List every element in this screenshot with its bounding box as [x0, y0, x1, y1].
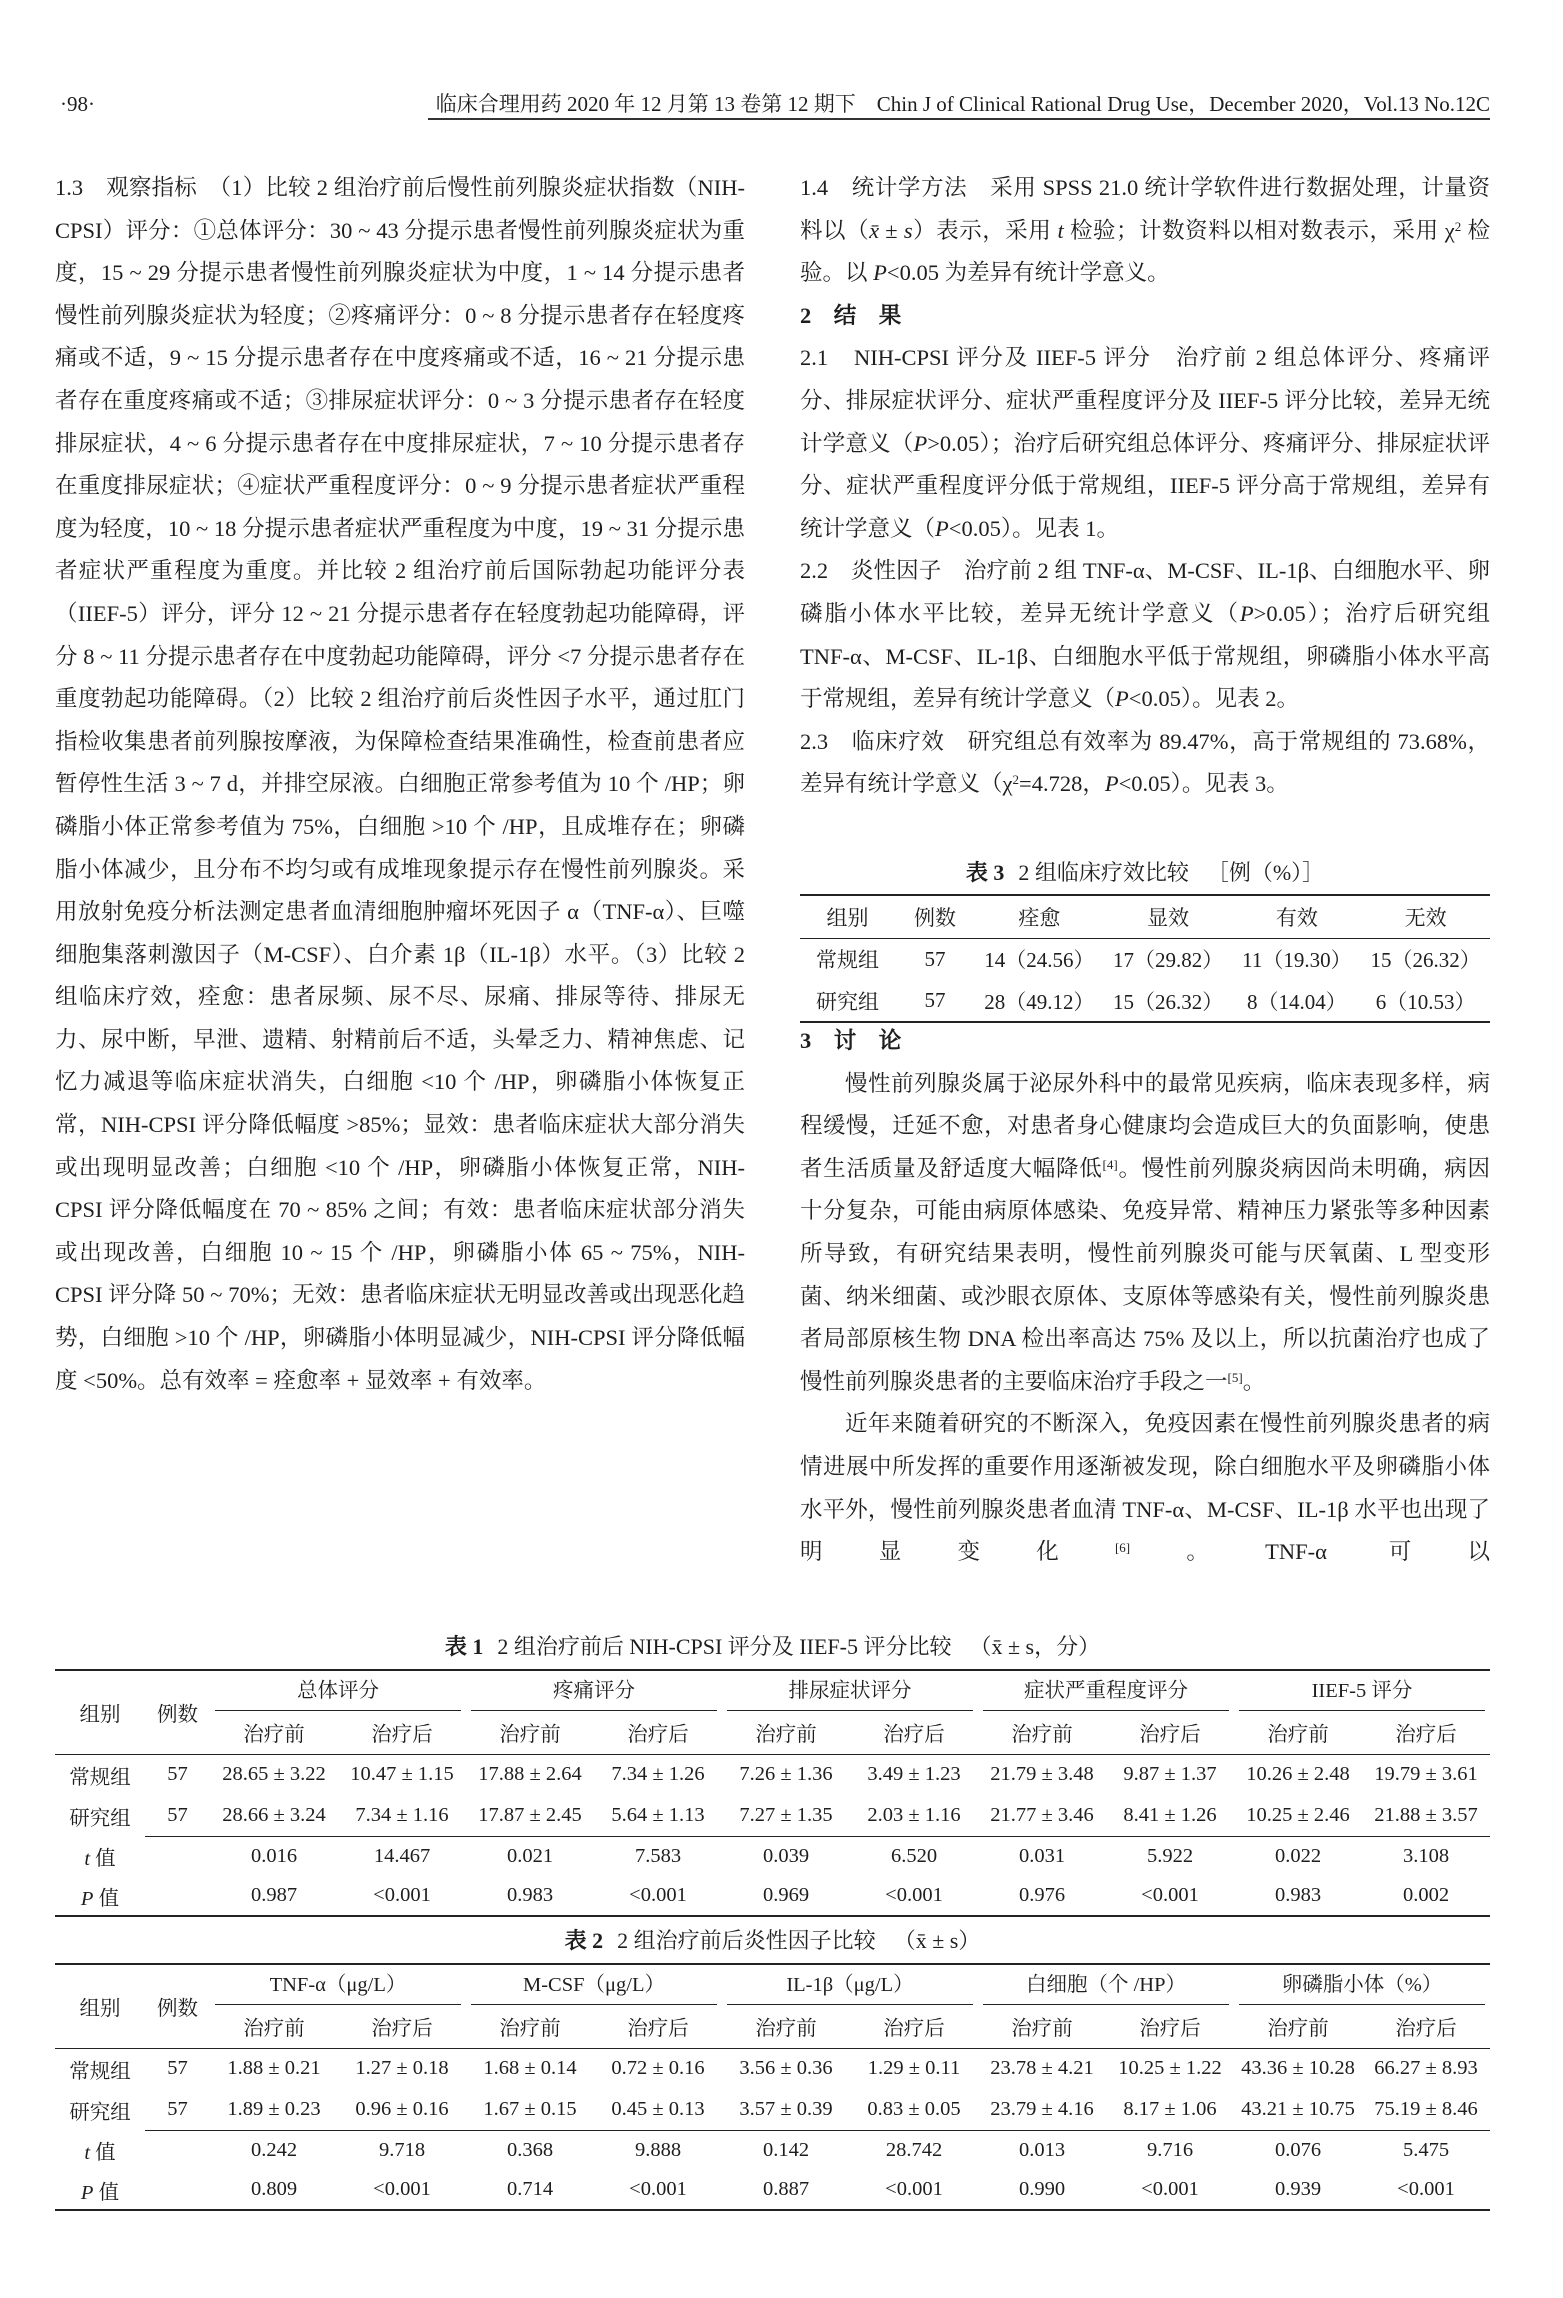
header-before: 治疗前	[978, 1711, 1106, 1754]
table-row	[55, 1754, 1490, 1795]
cell-value: 3.56 ± 0.36	[739, 2057, 833, 2080]
stat-value: 0.987	[210, 1876, 338, 1916]
stat-value: 9.718	[338, 2130, 466, 2170]
metric-label: 排尿症状评分	[727, 1672, 973, 1711]
header-count: 例数	[145, 1670, 210, 1754]
column-header: 痊愈	[975, 895, 1104, 938]
cell-value: 43.21 ± 10.75	[1241, 2097, 1355, 2120]
text-segment: P	[1115, 686, 1129, 712]
cell-value: 0.83 ± 0.05	[867, 2097, 961, 2120]
stat-label	[55, 1836, 145, 1876]
stat-value: 9.716	[1106, 2130, 1234, 2170]
cell-value: 3.57 ± 0.39	[739, 2097, 833, 2120]
text-segment: ±	[879, 217, 904, 243]
stat-value: <0.001	[338, 2170, 466, 2210]
table-row	[800, 980, 1490, 1022]
row-count: 57	[895, 980, 975, 1022]
header-metric	[722, 1964, 978, 2005]
header-metric	[210, 1964, 466, 2005]
stat-row	[55, 1836, 1490, 1876]
cell-value: 8.41 ± 1.26	[1123, 1803, 1217, 1826]
row-group: 研究组	[69, 2101, 131, 2124]
page-number: ·98·	[60, 92, 95, 116]
text-segment: P	[935, 515, 949, 541]
stat-row	[55, 2170, 1490, 2210]
header-before: 治疗前	[722, 2005, 850, 2048]
cell-value: 10.25 ± 1.22	[1118, 2057, 1222, 2080]
cell-value: 1.88 ± 0.21	[227, 2057, 321, 2080]
metric-label: 总体评分	[215, 1672, 461, 1711]
empty-cell	[145, 2170, 210, 2210]
header-after: 治疗后	[850, 2005, 978, 2048]
stat-value: 14.467	[338, 1836, 466, 1876]
cell-value: 21.77 ± 3.46	[990, 1803, 1094, 1826]
cell-value: 17.88 ± 2.64	[478, 1763, 582, 1786]
cell-value: 2.03 ± 1.16	[867, 1803, 961, 1826]
cell-value: 28.66 ± 3.24	[222, 1803, 326, 1826]
row-count: 57	[167, 2057, 188, 2080]
stat-row	[55, 1876, 1490, 1916]
text-segment: 检验。以	[800, 217, 1490, 286]
table3-caption	[800, 858, 1490, 888]
text-segment: 2.3 临床疗效 研究组总有效率为 89.47%，高于常规组的 73.68%，差异有统计学意义（χ	[800, 728, 1490, 797]
cell-value: 19.79 ± 3.61	[1374, 1763, 1478, 1786]
cell-value: 43.36 ± 10.28	[1241, 2057, 1355, 2080]
column-header: 例数	[895, 895, 975, 938]
row-group: 常规组	[69, 2060, 131, 2083]
stat-value: 0.242	[210, 2130, 338, 2170]
table-row	[800, 938, 1490, 980]
stat-value: 0.809	[210, 2170, 338, 2210]
column-header: 组别	[800, 895, 895, 938]
header-after: 治疗后	[1362, 2005, 1490, 2048]
cell-value: 17.87 ± 2.45	[478, 1803, 582, 1826]
stat-value: 0.983	[466, 1876, 594, 1916]
table1-unit: （x̄ ± s，分）	[969, 1634, 1101, 1659]
row-group: 研究组	[69, 1807, 131, 1830]
header-after: 治疗后	[850, 1711, 978, 1754]
text-segment: x̄	[869, 217, 880, 243]
cell-value: 17（29.82）	[1113, 948, 1224, 973]
table1-number: 表 1	[444, 1634, 484, 1659]
stat-label	[55, 2170, 145, 2210]
stat-value: <0.001	[1106, 2170, 1234, 2210]
row-group: 研究组	[800, 980, 895, 1022]
cell-value: 1.67 ± 0.15	[483, 2097, 577, 2120]
table3-unit: ［例（%）］	[1206, 860, 1325, 885]
text-segment: <0.05）。见表 3。	[1118, 771, 1289, 797]
stat-value: 0.368	[466, 2130, 594, 2170]
cell-value: 1.29 ± 0.11	[867, 2057, 961, 2080]
header-metric	[466, 1670, 722, 1711]
cell-value: 15（26.32）	[1370, 948, 1481, 973]
cell-value: 66.27 ± 8.93	[1374, 2057, 1478, 2080]
text-segment: <0.05 为差异有统计学意义。	[886, 260, 1170, 286]
stat-value: 0.022	[1234, 1836, 1362, 1876]
header-before: 治疗前	[1234, 2005, 1362, 2048]
cell-value: 0.96 ± 0.16	[355, 2097, 449, 2120]
stat-value: 5.475	[1362, 2130, 1490, 2170]
discussion-paragraph-1	[800, 1063, 1490, 1404]
stat-value: 0.939	[1234, 2170, 1362, 2210]
stat-value: <0.001	[850, 1876, 978, 1916]
stat-value: 0.887	[722, 2170, 850, 2210]
metric-label: M-CSF（μg/L）	[471, 1966, 717, 2005]
table1-title: 2 组治疗前后 NIH-CPSI 评分及 IIEF-5 评分比较	[497, 1634, 952, 1659]
header-group: 组别	[55, 1670, 145, 1754]
metric-label: 卵磷脂小体（%）	[1239, 1966, 1485, 2005]
stat-value: 6.520	[850, 1836, 978, 1876]
row-count: 57	[167, 1763, 188, 1786]
stat-value: <0.001	[594, 2170, 722, 2210]
stat-symbol: t	[84, 1848, 91, 1870]
stat-value: <0.001	[1362, 2170, 1490, 2210]
superscript: [4]	[1102, 1156, 1118, 1172]
text-segment: 慢性前列腺炎属于泌尿外科中的最常见疾病，临床表现多样，病程缓慢，迁延不愈，对患者身心健康均会造成巨大的负面影响，使患者生活质量及舒适度大幅降低	[800, 1070, 1490, 1181]
text-segment: >0.05）；治疗后研究组 TNF-α、M-CSF、IL-1β、白细胞水平低于常规组，卵磷脂小体水平高于常规组，差异有统计学意义（	[800, 600, 1490, 712]
cell-value: 7.26 ± 1.36	[739, 1763, 833, 1786]
discussion-heading: 3 讨 论	[800, 1028, 902, 1053]
section-1-4-paragraph	[800, 167, 1490, 295]
table2-unit: （x̄ ± s）	[893, 1928, 981, 1953]
cell-value: 7.34 ± 1.16	[355, 1803, 449, 1826]
header-before: 治疗前	[210, 2005, 338, 2048]
stat-symbol: P	[80, 1887, 94, 1910]
cell-value: 11（19.30）	[1242, 948, 1352, 973]
row-group: 常规组	[69, 1766, 131, 1789]
stat-value: 28.742	[850, 2130, 978, 2170]
header-rule	[428, 118, 1490, 120]
stat-value: <0.001	[850, 2170, 978, 2210]
cell-value: 1.89 ± 0.23	[227, 2097, 321, 2120]
results-heading: 2 结 果	[800, 302, 902, 328]
metric-label: 白细胞（个 /HP）	[983, 1966, 1229, 2005]
stat-value: 0.976	[978, 1876, 1106, 1916]
header-after: 治疗后	[1362, 1711, 1490, 1754]
stat-symbol: t	[84, 2142, 91, 2164]
text-segment: <0.05）。见表 1。	[948, 515, 1119, 541]
superscript: 2	[1454, 218, 1462, 234]
stat-value: 0.983	[1234, 1876, 1362, 1916]
stat-value: 0.021	[466, 1836, 594, 1876]
cell-value: 21.88 ± 3.57	[1374, 1803, 1478, 1826]
table2-inflammatory-factors	[55, 1963, 1490, 2211]
row-count: 57	[167, 1803, 188, 1826]
header-metric	[1234, 1964, 1490, 2005]
header-metric	[466, 1964, 722, 2005]
header-before: 治疗前	[466, 1711, 594, 1754]
text-segment: 。TNF-α 可以	[1130, 1539, 1490, 1565]
stat-value: 7.583	[594, 1836, 722, 1876]
stat-value: 0.031	[978, 1836, 1106, 1876]
table3-number: 表 3	[965, 860, 1005, 885]
journal-header: 临床合理用药 2020 年 12 月第 13 卷第 12 期下 Chin J of Clinical Rational Drug Use，December 2020，Vol.13 No.12C	[435, 92, 1490, 116]
header-after: 治疗后	[1106, 1711, 1234, 1754]
text-segment: =4.728，	[1019, 771, 1105, 797]
table2-caption	[55, 1926, 1490, 1956]
stat-value: 0.969	[722, 1876, 850, 1916]
text-segment: s	[903, 217, 913, 243]
header-before: 治疗前	[722, 1711, 850, 1754]
stat-label	[55, 1876, 145, 1916]
row-group: 常规组	[816, 948, 879, 973]
cell-value: 10.25 ± 2.46	[1246, 1803, 1350, 1826]
cell-value: 1.68 ± 0.14	[483, 2057, 577, 2080]
cell-value: 10.26 ± 2.48	[1246, 1763, 1350, 1786]
cell-value: 14（24.56）	[984, 948, 1095, 973]
cell-value: 23.79 ± 4.16	[990, 2097, 1094, 2120]
stat-suffix: 值	[90, 1848, 116, 1870]
cell-value: 7.27 ± 1.35	[739, 1803, 833, 1826]
table1-caption	[55, 1632, 1490, 1662]
empty-cell	[145, 1836, 210, 1876]
stat-symbol: P	[80, 2181, 94, 2204]
section-1-3-paragraph	[55, 167, 745, 1402]
cell-value: 1.27 ± 0.18	[355, 2057, 449, 2080]
header-before: 治疗前	[210, 1711, 338, 1754]
stat-value: 5.922	[1106, 1836, 1234, 1876]
stat-value: 9.888	[594, 2130, 722, 2170]
header-metric	[722, 1670, 978, 1711]
stat-label	[55, 2130, 145, 2170]
cell-value: 8（14.04）	[1233, 980, 1362, 1022]
column-header: 有效	[1233, 895, 1362, 938]
stat-value: 3.108	[1362, 1836, 1490, 1876]
cell-value: 21.79 ± 3.48	[990, 1763, 1094, 1786]
cell-value: 10.47 ± 1.15	[350, 1763, 454, 1786]
text-segment: 。	[1242, 1368, 1266, 1394]
cell-value: 28.65 ± 3.22	[222, 1763, 326, 1786]
text-segment: 1.3 观察指标 （1）比较 2 组治疗前后慢性前列腺炎症状指数（NIH-CPSI）评分：①总体评分：30 ~ 43 分提示患者慢性前列腺炎症状为重度，15 ~ 29 分提示患者慢性前列腺炎症状为中度，1 ~ 14 分提示患者慢性前列腺炎症状为轻度；②疼痛评分：0 ~ 8 分提示患者存在轻度疼痛或不适，9 ~ 15 分提示患者存在中度疼痛或不适，16 ~ 21 分提示患者存在重度疼痛或不适；③排尿症状评分：0 ~ 3 分提示患者存在轻度排尿症状，4 ~ 6 分提示患者存在中度排尿症状，7 ~ 10 分提示患者存在重度排尿症状；④症状严重程度评分：0 ~ 9 分提示患者症状严重程度为轻度，10 ~ 18 分提示患者症状严重程度为中度，19 ~ 31 分提示患者症状严重程度为重度。并比较 2 组治疗前后国际勃起功能评分表（IIEF-5）评分，评分 12 ~ 21 分提示患者存在轻度勃起功能障碍，评分 8 ~ 11 分提示患者存在中度勃起功能障碍，评分 <7 分提示患者存在重度勃起功能障碍。（2）比较 2 组治疗前后炎性因子水平，通过肛门指检收集患者前列腺按摩液，为保障检查结果准确性，检查前患者应暂停性生活 3 ~ 7 d，并排空尿液。白细胞正常参考值为 10 个 /HP；卵磷脂小体正常参考值为 75%，白细胞 >10 个 /HP，且成堆存在；卵磷脂小体减少，且分布不均匀或有成堆现象提示存在慢性前列腺炎。采用放射免疫分析法测定患者血清细胞肿瘤坏死因子 α（TNF-α）、巨噬细胞集落刺激因子（M-CSF）、白介素 1β（IL-1β）水平。（3）比较 2 组临床疗效，痊愈：患者尿频、尿不尽、尿痛、排尿等待、排尿无力、尿中断，早泄、遗精、射精前后不适，头晕乏力、精神焦虑、记忆力减退等临床症状消失，白细胞 <10 个 /HP，卵磷脂小体恢复正常，NIH-CPSI 评分降低幅度 >85%；显效：患者临床症状大部分消失或出现明显改善；白细胞 <10 个 /HP，卵磷脂小体恢复正常，NIH-CPSI 评分降低幅度在 70 ~ 85% 之间；有效：患者临床症状部分消失或出现改善，白细胞 10 ~ 15 个 /HP，卵磷脂小体 65 ~ 75%，NIH-CPSI 评分降 50 ~ 70%；无效：患者临床症状无明显改善或出现恶化趋势，白细胞 >10 个 /HP，卵磷脂小体明显减少，NIH-CPSI 评分降低幅度 <50%。总有效率 = 痊愈率 + 显效率 + 有效率。	[55, 175, 745, 1393]
discussion-paragraph-2	[800, 1403, 1490, 1573]
text-segment: P	[913, 430, 928, 456]
row-count: 57	[924, 946, 946, 971]
text-segment: 1.4 统计学方法 采用 SPSS 21.0 统计学软件进行数据处理，计量资料以（	[800, 175, 1490, 243]
table3-clinical-efficacy	[800, 894, 1490, 1023]
superscript: [5]	[1227, 1369, 1243, 1385]
text-segment: 2.1 NIH-CPSI 评分及 IIEF-5 评分 治疗前 2 组总体评分、疼痛评分、排尿症状评分、症状严重程度评分及 IIEF-5 评分比较，差异无统计学意义（	[800, 345, 1490, 456]
metric-label: 疼痛评分	[471, 1672, 717, 1711]
header-before: 治疗前	[978, 2005, 1106, 2048]
section-2-1-paragraph	[800, 337, 1490, 550]
header-metric	[978, 1964, 1234, 2005]
cell-value: 8.17 ± 1.06	[1123, 2097, 1217, 2120]
empty-cell	[145, 1876, 210, 1916]
stat-suffix: 值	[93, 1887, 120, 1910]
empty-cell	[145, 2130, 210, 2170]
header-group: 组别	[55, 1964, 145, 2048]
header-before: 治疗前	[1234, 1711, 1362, 1754]
superscript: [6]	[1114, 1540, 1131, 1556]
left-column	[55, 167, 745, 1402]
text-segment: t	[1057, 217, 1064, 243]
header-after: 治疗后	[338, 2005, 466, 2048]
text-segment: >0.05）；治疗后研究组总体评分、疼痛评分、排尿症状评分、症状严重程度评分低于常规组，IIEF-5 评分高于常规组，差异有统计学意义（	[800, 430, 1490, 541]
metric-label: IIEF-5 评分	[1239, 1672, 1485, 1711]
text-segment: 2.2 炎性因子 治疗前 2 组 TNF-α、M-CSF、IL-1β、白细胞水平、卵磷脂小体水平比较，差异无统计学意义（	[800, 558, 1490, 626]
text-segment: ）表示，采用	[912, 217, 1058, 243]
text-segment: P	[1239, 600, 1254, 626]
header-metric	[210, 1670, 466, 1711]
table-row	[55, 2048, 1490, 2089]
metric-label: 症状严重程度评分	[983, 1672, 1229, 1711]
stat-value: 0.002	[1362, 1876, 1490, 1916]
stat-suffix: 值	[93, 2181, 120, 2204]
text-segment: 。慢性前列腺炎病因尚未明确，病因十分复杂，可能由病原体感染、免疫异常、精神压力紧张等多种因素所导致，有研究结果表明，慢性前列腺炎可能与厌氧菌、L 型变形菌、纳米细菌、或沙眼衣原体、支原体等感染有关，慢性前列腺炎患者局部原核生物 DNA 检出率高达 75% 及以上，所以抗菌治疗也成了慢性前列腺炎患者的主要临床治疗手段之一	[800, 1155, 1490, 1394]
header-count: 例数	[145, 1964, 210, 2048]
header-metric	[978, 1670, 1234, 1711]
cell-value: 28（49.12）	[975, 980, 1104, 1022]
text-segment: 近年来随着研究的不断深入，免疫因素在慢性前列腺炎患者的病情进展中所发挥的重要作用逐渐被发现，除白细胞水平及卵磷脂小体水平外，慢性前列腺炎患者血清 TNF-α、M-CSF、IL-1β 水平也出现了明显变化	[800, 1411, 1490, 1565]
stat-value: <0.001	[1106, 1876, 1234, 1916]
text-segment: P	[1104, 771, 1119, 797]
cell-value: 3.49 ± 1.23	[867, 1763, 961, 1786]
cell-value: 5.64 ± 1.13	[611, 1803, 705, 1826]
cell-value: 6（10.53）	[1361, 980, 1490, 1022]
table2-number: 表 2	[564, 1928, 604, 1953]
text-segment: 检验；计数资料以相对数表示，采用 χ	[1063, 217, 1455, 243]
right-column-discussion	[800, 1020, 1490, 1574]
stat-value: 0.039	[722, 1836, 850, 1876]
right-column-methods-results	[800, 167, 1490, 806]
cell-value: 23.78 ± 4.21	[990, 2057, 1094, 2080]
table-row	[55, 2089, 1490, 2130]
header-metric	[1234, 1670, 1490, 1711]
header-before: 治疗前	[466, 2005, 594, 2048]
stat-value: 0.990	[978, 2170, 1106, 2210]
stat-suffix: 值	[90, 2142, 116, 2164]
stat-value: 0.714	[466, 2170, 594, 2210]
section-2-2-paragraph	[800, 550, 1490, 720]
stat-value: <0.001	[338, 1876, 466, 1916]
stat-value: <0.001	[594, 1876, 722, 1916]
cell-value: 7.34 ± 1.26	[611, 1763, 705, 1786]
metric-label: IL-1β（μg/L）	[727, 1966, 973, 2005]
cell-value: 0.45 ± 0.13	[611, 2097, 705, 2120]
stat-row	[55, 2130, 1490, 2170]
metric-label: TNF-α（μg/L）	[215, 1966, 461, 2005]
column-header: 无效	[1361, 895, 1490, 938]
section-2-3-paragraph	[800, 721, 1490, 806]
cell-value: 75.19 ± 8.46	[1374, 2097, 1478, 2120]
row-count: 57	[167, 2097, 188, 2120]
table3-title: 2 组临床疗效比较	[1018, 860, 1189, 885]
stat-value: 0.076	[1234, 2130, 1362, 2170]
stat-value: 0.142	[722, 2130, 850, 2170]
cell-value: 0.72 ± 0.16	[611, 2057, 705, 2080]
superscript: 2	[1012, 772, 1019, 788]
header-after: 治疗后	[594, 2005, 722, 2048]
text-segment: P	[873, 260, 887, 286]
column-header: 显效	[1104, 895, 1233, 938]
header-after: 治疗后	[594, 1711, 722, 1754]
stat-value: 0.016	[210, 1836, 338, 1876]
cell-value: 9.87 ± 1.37	[1123, 1763, 1217, 1786]
table2-title: 2 组治疗前后炎性因子比较	[617, 1928, 876, 1953]
text-segment: <0.05）。见表 2。	[1128, 686, 1299, 712]
table1-nih-cpsi-iief5	[55, 1669, 1490, 1917]
header-after: 治疗后	[338, 1711, 466, 1754]
cell-value: 15（26.32）	[1104, 980, 1233, 1022]
table-row	[55, 1795, 1490, 1836]
stat-value: 0.013	[978, 2130, 1106, 2170]
header-after: 治疗后	[1106, 2005, 1234, 2048]
